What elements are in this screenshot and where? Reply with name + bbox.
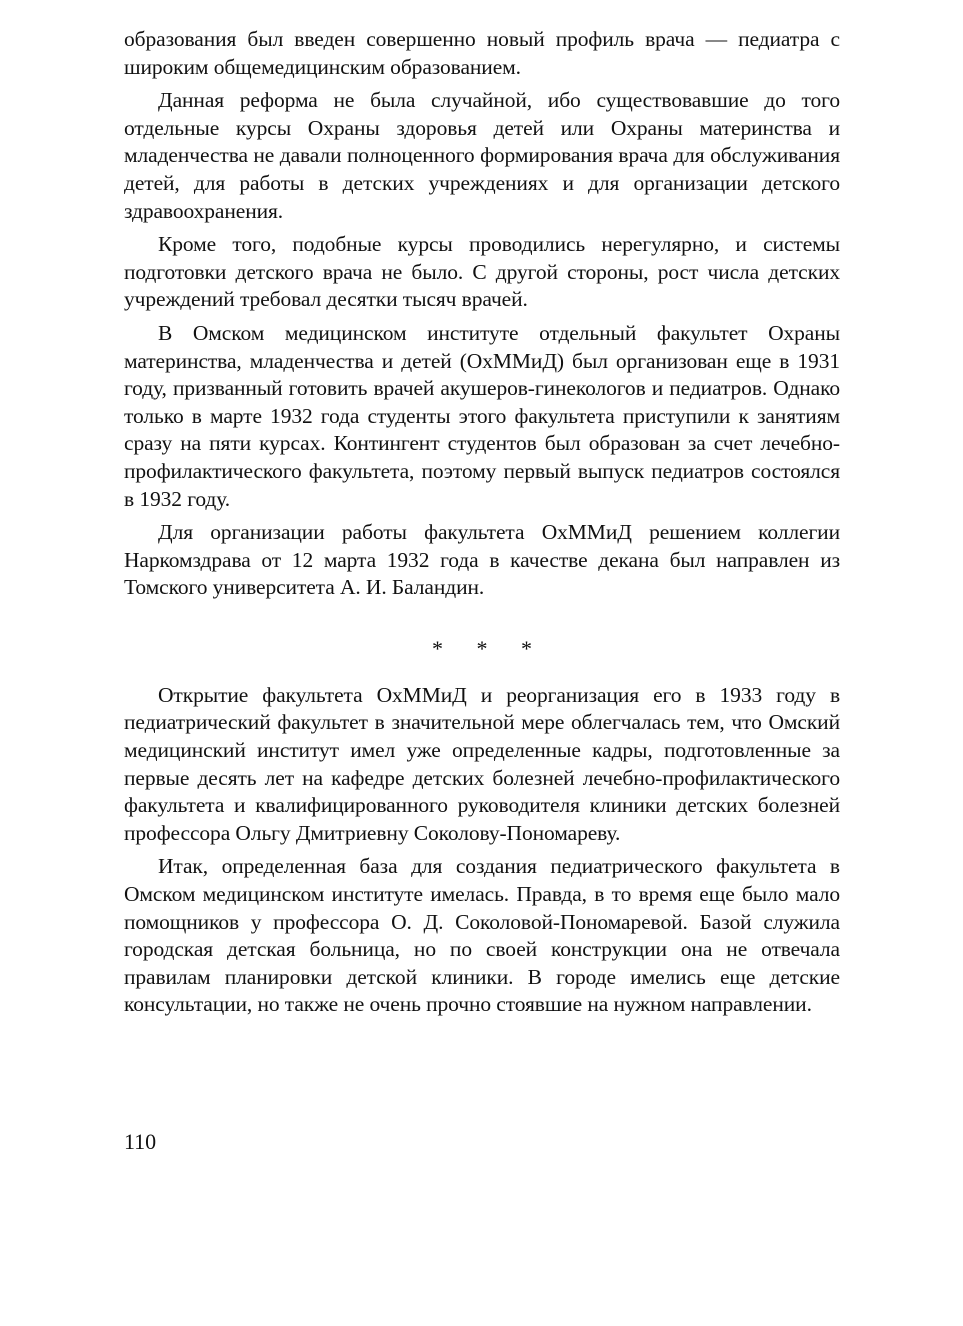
- paragraph-courses: Кроме того, подобные курсы проводились нерегулярно, и системы подготовки детского врача не было. С другой стороны, рост числа детских учреждений требовал десятки тысяч врачей.: [124, 232, 840, 312]
- paragraph-continuation: образования был введен совершенно новый профиль врача — педиатра с широким общемедицинским образованием.: [124, 27, 840, 79]
- paragraph-reform: Данная реформа не была случайной, ибо существовавшие до того отдельные курсы Охраны здоровья детей или Охраны материнства и младенчества не давали полноценного формирования врача для обслуживания детей, для работы в детских учреждениях и для организации детского здравоохранения.: [124, 88, 840, 223]
- paragraph-dean: Для организации работы факультета ОхММиД решением коллегии Наркомздрава от 12 марта 1932 года в качестве декана был направлен из Томского университета А. И. Баландин.: [124, 520, 840, 600]
- paragraph-opening: Открытие факультета ОхММиД и реорганизация его в 1933 году в педиатрический факультет в значительной мере облегчалась тем, что Омский медицинский институт имел уже определенные кадры, подготовленные за первые десять лет на кафедре детских болезней лечебно-профилактического факультета и квалифицированного руководителя клиники детских болезней профессора Ольгу Дмитриевну Соколову-Пономареву.: [124, 682, 840, 845]
- paragraph-omsk-faculty: В Омском медицинском институте отдельный факультет Охраны материнства, младенчества и детей (ОхММиД) был организован еще в 1931 году, призванный готовить врачей акушеров-гинекологов и педиатров. Однако только в марте 1932 года студенты этого факультета приступили к занятиям сразу на пяти курсах. Контингент студентов был образован за счет лечебно-профилактического факультета, поэтому первый выпуск педиатров состоялся в 1932 году.: [124, 320, 840, 511]
- paragraph-base: Итак, определенная база для создания педиатрического факультета в Омском медицинском институте имелась. Правда, в то время еще было мало помощников у профессора О. Д. Соколовой-Пономаревой. Базой служила городская детская больница, но по своей конструкции она не отвечала правилам планировки детской клиники. В городе имелись еще детские консультации, но также не очень прочно стоявшие на нужном направлении.: [124, 854, 840, 1017]
- text-column: [124, 26, 840, 1025]
- page-number: 110: [124, 1129, 157, 1154]
- section-separator: * * *: [432, 635, 546, 661]
